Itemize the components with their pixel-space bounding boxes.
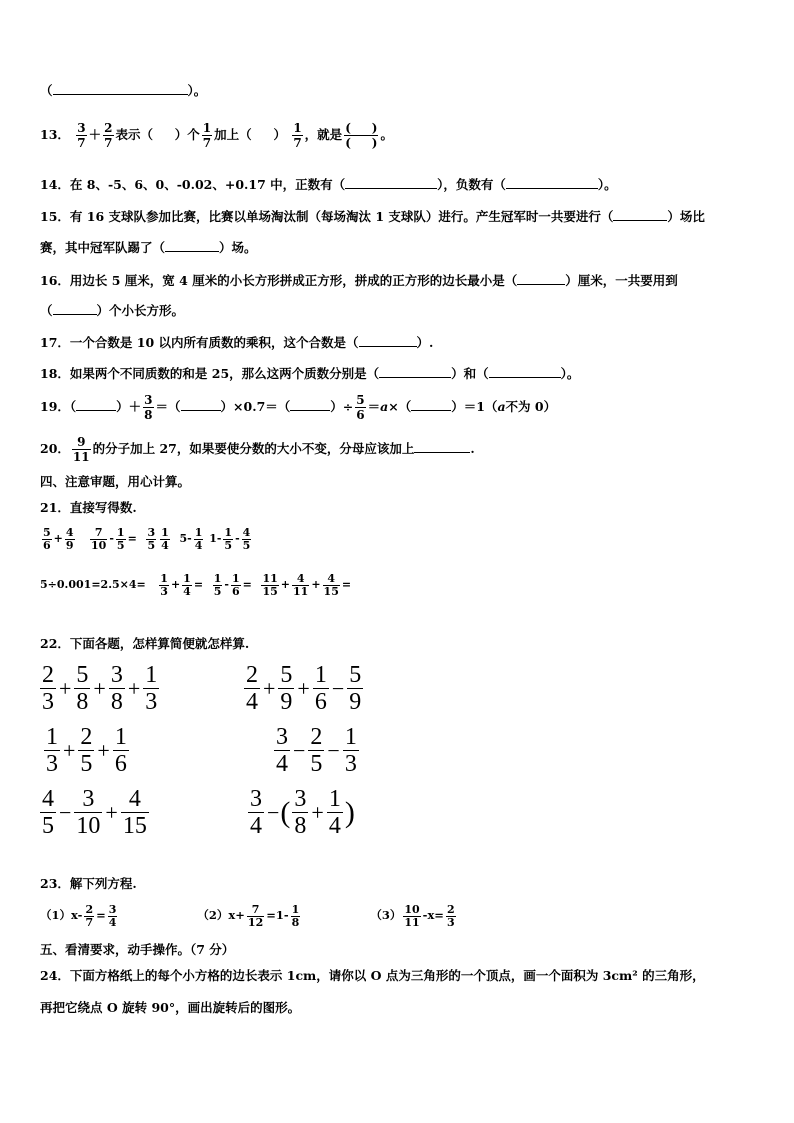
q22-expr-6: $\frac{3}{4}$ −( $\frac{3}{8}$ + $\frac{1}{4}$ )	[250, 786, 355, 839]
answer-blank[interactable]	[613, 208, 667, 221]
question-17: 17．一个合数是 10 以内所有质数的乘积，这个合数是（ ）.	[40, 335, 434, 350]
q21-row2: 5÷0.001=2.5×4= $\frac{1}{3}$ + $\frac{1}{4}$ = $\frac{1}{5}$ - $\frac{1}{6}$ = $\frac{11}{15}$ + $\frac{4}{11}$ + $\frac{4}{15}$ =	[40, 571, 352, 598]
fraction: $\frac{1}{7}$	[293, 121, 302, 150]
answer-blank[interactable]	[414, 440, 470, 453]
answer-blank[interactable]	[53, 82, 188, 95]
fraction: $\frac{1}{7}$	[202, 121, 212, 150]
q22-expr-2: $\frac{2}{4}$ + $\frac{5}{9}$ + $\frac{1}{6}$ − $\frac{5}{9}$	[246, 662, 362, 715]
question-20: 20． $\frac{9}{11}$ 的分子加上 27，如果要使分数的大小不变，分母应该加上 .	[40, 435, 475, 464]
question-23-title: 23．解下列方程.	[40, 876, 137, 891]
fraction: $\frac{3}{7}$	[77, 121, 86, 150]
question-21-title: 21．直接写得数.	[40, 500, 137, 515]
fraction: $\frac{3}{8}$	[144, 393, 153, 422]
q21-row1: $\frac{5}{6}$ + $\frac{4}{9}$ $\frac{7}{10}$ - $\frac{1}{5}$ = $\frac{3}{5}$ $\frac{1}{4}$ 5- $\frac{1}{4}$ 1- $\frac{1}{5}$ - $\frac{4}{5}$	[43, 525, 251, 552]
question-15-line2: 赛，其中冠军队踢了（ ）场。	[40, 240, 257, 255]
answer-blank[interactable]	[76, 398, 116, 411]
answer-blank[interactable]	[359, 334, 417, 347]
q22-expr-3: $\frac{1}{3}$ + $\frac{2}{5}$ + $\frac{1}{6}$	[46, 724, 127, 777]
answer-blank[interactable]	[345, 176, 437, 189]
question-22-title: 22．下面各题，怎样算简便就怎样算.	[40, 636, 250, 651]
answer-blank[interactable]	[411, 398, 451, 411]
q22-expr-1: $\frac{2}{3}$ + $\frac{5}{8}$ + $\frac{3}{8}$ + $\frac{1}{3}$	[42, 662, 158, 715]
answer-blank[interactable]	[517, 272, 565, 285]
question-24-line1: 24．下面方格纸上的每个小方格的边长表示 1cm，请你以 O 点为三角形的一个顶点，画一个面积为 3cm² 的三角形，	[40, 968, 705, 983]
answer-blank[interactable]	[506, 176, 598, 189]
question-14: 14．在 8、-5、6、0、-0.02、+0.17 中，正数有（ ），负数有（ ）。	[40, 177, 617, 192]
question-13: 13． $\frac{3}{7}$ ＋ $\frac{2}{7}$ 表示（ ）个 $\frac{1}{7}$ 加上（ ） $\frac{1}{7}$ ，就是 $\frac{( )}{( )}$ 。	[40, 121, 393, 150]
question-16-line1: 16．用边长 5 厘米，宽 4 厘米的小长方形拼成正方形，拼成的正方形的边长最小是（ ）厘米，一共要用到	[40, 273, 678, 288]
fraction: $\frac{5}{6}$	[356, 393, 365, 422]
answer-blank[interactable]	[181, 398, 221, 411]
section-4-heading: 四、注意审题，用心计算。	[40, 474, 191, 489]
answer-blank[interactable]	[165, 239, 219, 252]
question-19: 19．（ ）＋ $\frac{3}{8}$ ＝（ ）×0.7＝（ ）÷ $\frac{5}{6}$ ＝a×（ ）＝1（a不为 0）	[40, 393, 557, 422]
q22-expr-4: $\frac{3}{4}$ − $\frac{2}{5}$ − $\frac{1}{3}$	[276, 724, 357, 777]
answer-blank[interactable]	[379, 365, 451, 378]
question-18: 18．如果两个不同质数的和是 25，那么这两个质数分别是（ ）和（ ）。	[40, 366, 580, 381]
section-5-heading: 五、看清要求，动手操作。（7 分）	[40, 942, 235, 957]
question-24-line2: 再把它绕点 O 旋转 90°，画出旋转后的图形。	[40, 1000, 301, 1015]
fraction: $\frac{9}{11}$	[72, 435, 90, 464]
answer-blank[interactable]	[290, 398, 330, 411]
q22-expr-5: $\frac{4}{5}$ − $\frac{3}{10}$ + $\frac{4}{15}$	[42, 786, 147, 839]
answer-blank[interactable]	[489, 365, 561, 378]
q23-equations: （1）x- $\frac{2}{7}$ = $\frac{3}{4}$ （2）x+ $\frac{7}{12}$ =1- $\frac{1}{8}$ （3） $\frac{10}{11}$ -x= $\frac{2}{3}$	[40, 902, 455, 929]
question-15-line1: 15．有 16 支球队参加比赛，比赛以单场淘汰制（每场淘汰 1 支球队）进行。产生冠军时一共要进行（ ）场比	[40, 209, 705, 224]
answer-fraction[interactable]: $\frac{( )}{( )}$	[345, 121, 378, 150]
q12-tail: （ ）。	[40, 83, 207, 98]
question-16-line2: （ ）个小长方形。	[40, 303, 185, 318]
answer-blank[interactable]	[53, 302, 97, 315]
fraction: $\frac{2}{7}$	[104, 121, 113, 150]
